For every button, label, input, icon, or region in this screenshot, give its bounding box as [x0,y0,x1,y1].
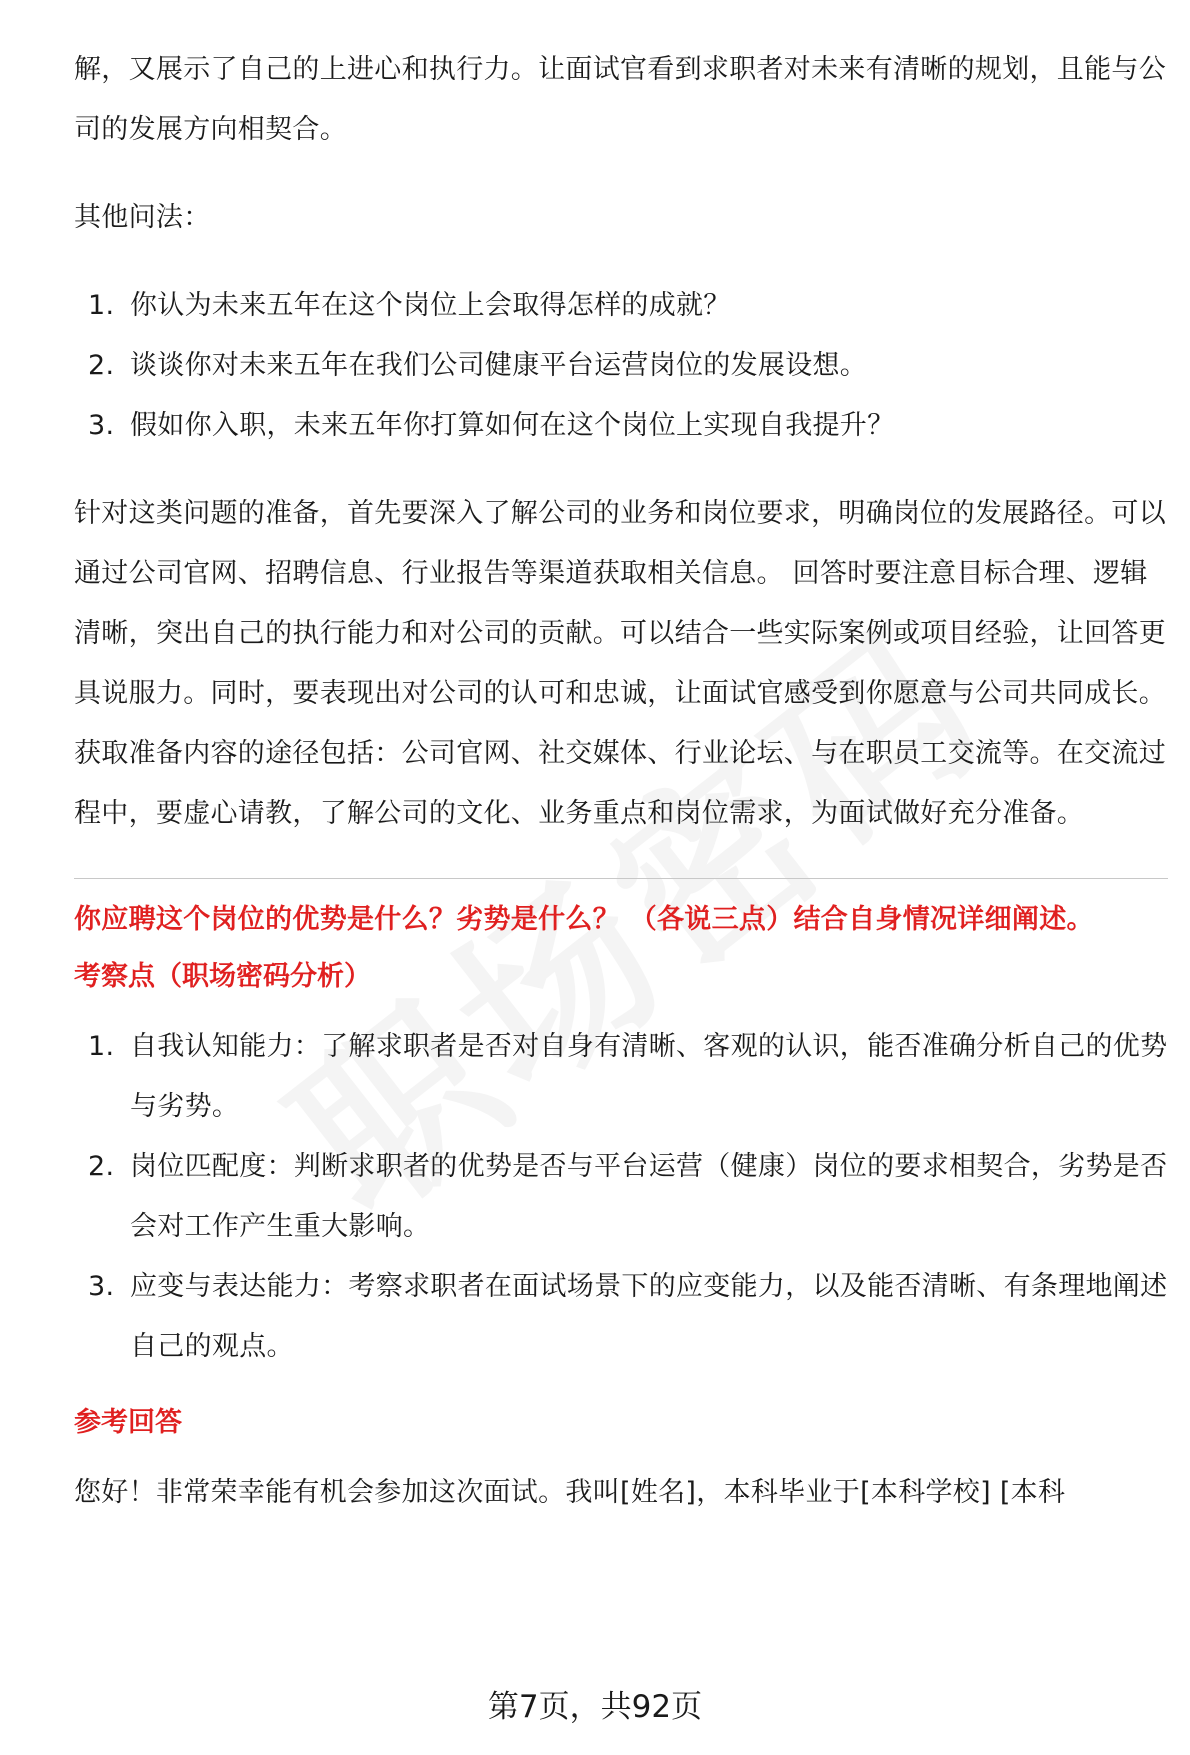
question-heading: 你应聘这个岗位的优势是什么？劣势是什么？ （各说三点）结合自身情况详细阐述。 [74,904,1094,935]
other-questions-list [74,276,1168,456]
other-questions-label: 其他问法： [74,202,211,233]
list-item: 1. 自我认知能力：了解求职者是否对自身有清晰、客观的认识，能否准确分析自己的优势与劣势。 [88,1031,1168,1122]
document-page [74,40,1168,1523]
list-item: 3. 应变与表达能力：考察求职者在面试场景下的应变能力，以及能否清晰、有条理地阐述自己的观点。 [88,1271,1168,1362]
reference-answer-start: 您好！非常荣幸能有机会参加这次面试。我叫[姓名]，本科毕业于[本科学校] [本科 [74,1477,1066,1508]
section-divider [74,878,1168,879]
page-number-footer: 第7页，共92页 [487,1689,703,1725]
assessment-label: 考察点（职场密码分析） [74,961,371,992]
assessment-points-list [74,1017,1168,1377]
list-item: 3. 假如你入职，未来五年你打算如何在这个岗位上实现自我提升？ [88,410,895,441]
list-item: 2. 岗位匹配度：判断求职者的优势是否与平台运营（健康）岗位的要求相契合，劣势是否会对工作产生重大影响。 [88,1151,1168,1242]
list-item: 1. 你认为未来五年在这个岗位上会取得怎样的成就？ [88,290,731,321]
list-item: 2. 谈谈你对未来五年在我们公司健康平台运营岗位的发展设想。 [88,350,868,381]
prep-paragraph: 针对这类问题的准备，首先要深入了解公司的业务和岗位要求，明确岗位的发展路径。可以通过公司官网、招聘信息、行业报告等渠道获取相关信息。 回答时要注意目标合理、逻辑清晰，突出自己的执行能力和对公司的贡献。可以结合一些实际案例或项目经验，让回答更具说服力。同时，要表现出对公司的认可和忠诚，让面试官感受到你愿意与公司共同成长。 获取准备内容的途径包括：公司官网、社交媒体、行业论坛、与在职员工交流等。在交流过程中，要虚心请教，了解公司的文化、业务重点和岗位需求，为面试做好充分准备。 [74,498,1166,829]
reference-label: 参考回答 [74,1407,182,1438]
intro-paragraph: 解，又展示了自己的上进心和执行力。让面试官看到求职者对未来有清晰的规划，且能与公司的发展方向相契合。 [74,54,1166,145]
